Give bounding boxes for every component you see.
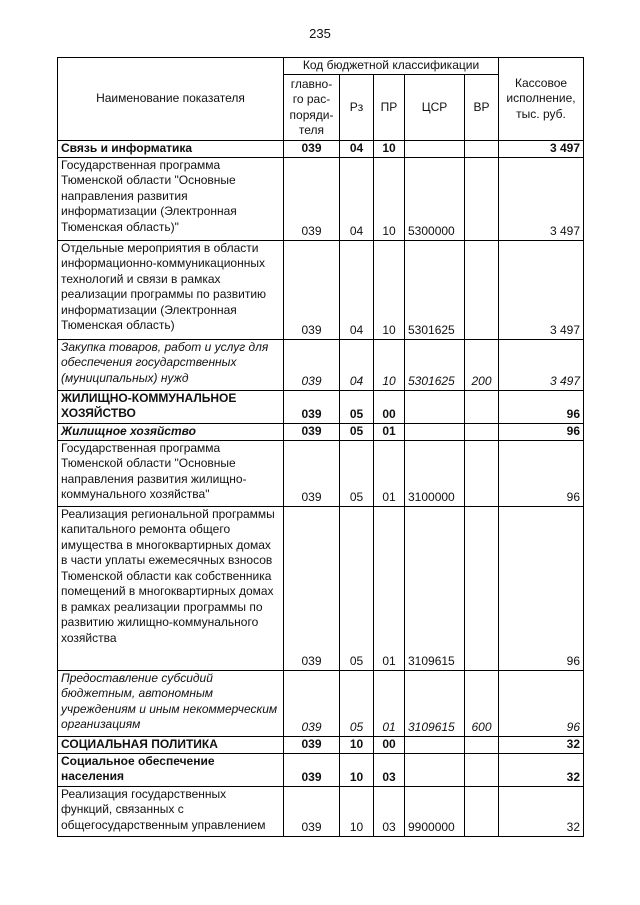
row-rz: 04 — [340, 240, 374, 339]
row-csr — [405, 753, 465, 786]
row-csr: 3109615 — [405, 670, 465, 736]
row-amount: 3 497 — [499, 157, 584, 240]
row-vr — [465, 506, 499, 670]
row-pr: 10 — [374, 141, 405, 158]
header-pr: ПР — [374, 75, 405, 141]
row-glavn: 039 — [284, 157, 340, 240]
table-row — [58, 440, 584, 506]
row-amount: 3 497 — [499, 141, 584, 158]
page-number: 235 — [309, 26, 331, 41]
row-csr — [405, 390, 465, 423]
row-rz: 04 — [340, 157, 374, 240]
row-csr — [405, 423, 465, 440]
row-amount: 96 — [499, 440, 584, 506]
row-vr: 200 — [465, 339, 499, 390]
row-name: Отдельные мероприятия в области информационно-коммуникационных технологий и связи в рамках реализации программы по развитию информатизации (Электронная Тюменская область) — [58, 240, 284, 339]
row-glavn: 039 — [284, 440, 340, 506]
row-amount: 96 — [499, 506, 584, 670]
table-row — [58, 141, 584, 158]
table-row — [58, 786, 584, 836]
row-rz: 04 — [340, 339, 374, 390]
row-name: Закупка товаров, работ и услуг для обеспечения государственных (муниципальных) нужд — [58, 339, 284, 390]
header-glavn: главно-го рас-поряди-теля — [284, 75, 340, 141]
row-rz: 05 — [340, 670, 374, 736]
row-amount: 32 — [499, 786, 584, 836]
row-pr: 03 — [374, 786, 405, 836]
row-glavn: 039 — [284, 390, 340, 423]
row-vr — [465, 753, 499, 786]
row-vr — [465, 240, 499, 339]
row-name: Социальное обеспечение населения — [58, 753, 284, 786]
row-pr: 01 — [374, 670, 405, 736]
table-row — [58, 240, 584, 339]
row-rz: 04 — [340, 141, 374, 158]
table-row — [58, 390, 584, 423]
row-rz: 10 — [340, 736, 374, 753]
row-vr — [465, 736, 499, 753]
budget-table — [57, 57, 584, 837]
row-glavn: 039 — [284, 753, 340, 786]
table-row — [58, 423, 584, 440]
row-pr: 10 — [374, 240, 405, 339]
row-amount: 32 — [499, 736, 584, 753]
row-rz: 05 — [340, 390, 374, 423]
row-csr — [405, 736, 465, 753]
row-amount: 3 497 — [499, 240, 584, 339]
row-glavn: 039 — [284, 506, 340, 670]
row-amount: 96 — [499, 390, 584, 423]
table-row — [58, 670, 584, 736]
row-amount: 96 — [499, 670, 584, 736]
row-name: Реализация государственных функций, связанных с общегосударственным управлением — [58, 786, 284, 836]
header-code-group: Код бюджетной классификации — [284, 58, 499, 75]
row-glavn: 039 — [284, 670, 340, 736]
row-glavn: 039 — [284, 786, 340, 836]
row-vr — [465, 423, 499, 440]
row-rz: 10 — [340, 753, 374, 786]
row-vr: 600 — [465, 670, 499, 736]
row-csr — [405, 141, 465, 158]
row-pr: 00 — [374, 736, 405, 753]
row-name: ЖИЛИЩНО-КОММУНАЛЬНОЕ ХОЗЯЙСТВО — [58, 390, 284, 423]
row-pr: 10 — [374, 157, 405, 240]
row-name: Жилищное хозяйство — [58, 423, 284, 440]
row-pr: 00 — [374, 390, 405, 423]
row-glavn: 039 — [284, 339, 340, 390]
header-csr: ЦСР — [405, 75, 465, 141]
row-pr: 10 — [374, 339, 405, 390]
header-rz: Рз — [340, 75, 374, 141]
row-rz: 05 — [340, 506, 374, 670]
row-name: СОЦИАЛЬНАЯ ПОЛИТИКА — [58, 736, 284, 753]
row-pr: 03 — [374, 753, 405, 786]
row-csr: 3109615 — [405, 506, 465, 670]
row-csr: 3100000 — [405, 440, 465, 506]
row-name: Государственная программа Тюменской области "Основные направления развития жилищно-коммунального хозяйства" — [58, 440, 284, 506]
row-name: Связь и информатика — [58, 141, 284, 158]
header-amount: Кассовое исполнение, тыс. руб. — [499, 58, 584, 141]
row-csr: 5301625 — [405, 339, 465, 390]
row-csr: 5301625 — [405, 240, 465, 339]
row-glavn: 039 — [284, 141, 340, 158]
row-name: Реализация региональной программы капитального ремонта общего имущества в многоквартирных домах в части уплаты ежемесячных взносов Тюменской области как собственника помещений в многоквартирных домах в рамках реализации программы по развитию жилищно-коммунального хозяйства — [58, 506, 284, 670]
row-glavn: 039 — [284, 240, 340, 339]
header-name: Наименование показателя — [58, 58, 284, 141]
row-vr — [465, 141, 499, 158]
table-row — [58, 339, 584, 390]
row-pr: 01 — [374, 440, 405, 506]
row-glavn: 039 — [284, 423, 340, 440]
row-glavn: 039 — [284, 736, 340, 753]
row-rz: 10 — [340, 786, 374, 836]
table-row — [58, 506, 584, 670]
table-row — [58, 736, 584, 753]
row-vr — [465, 390, 499, 423]
row-csr: 5300000 — [405, 157, 465, 240]
row-rz: 05 — [340, 423, 374, 440]
row-vr — [465, 157, 499, 240]
table-row — [58, 157, 584, 240]
row-amount: 32 — [499, 753, 584, 786]
row-rz: 05 — [340, 440, 374, 506]
row-amount: 3 497 — [499, 339, 584, 390]
row-vr — [465, 440, 499, 506]
row-csr: 9900000 — [405, 786, 465, 836]
row-vr — [465, 786, 499, 836]
row-amount: 96 — [499, 423, 584, 440]
row-name: Предоставление субсидий бюджетным, автономным учреждениям и иным некоммерческим организациям — [58, 670, 284, 736]
row-pr: 01 — [374, 423, 405, 440]
row-name: Государственная программа Тюменской области "Основные направления развития информатизации (Электронная Тюменская область)" — [58, 157, 284, 240]
row-pr: 01 — [374, 506, 405, 670]
table-row — [58, 753, 584, 786]
header-vr: ВР — [465, 75, 499, 141]
